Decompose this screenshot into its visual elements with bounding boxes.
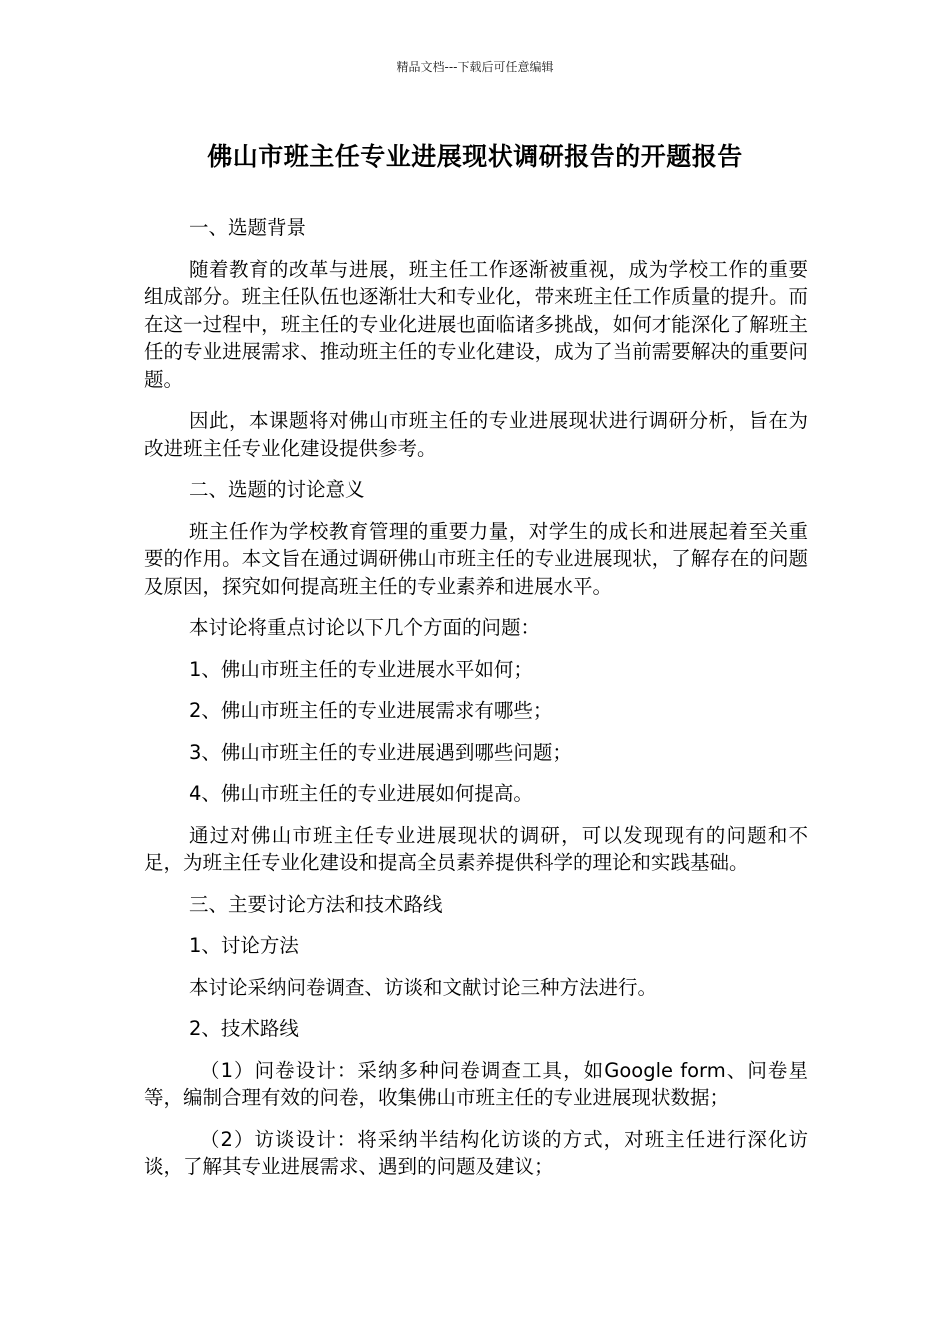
paragraph-purpose: 因此，本课题将对佛山市班主任的专业进展现状进行调研分析，旨在为改进班主任专业化建设提供参考。 bbox=[144, 409, 808, 460]
paragraph-significance: 班主任作为学校教育管理的重要力量，对学生的成长和进展起着至关重要的作用。本文旨在通过调研佛山市班主任的专业进展现状，了解存在的问题及原因，探究如何提高班主任的专业素养和进展水平。 bbox=[144, 519, 808, 598]
subheading-technical-route: 2、技术路线 bbox=[189, 1017, 299, 1040]
header-note: 精品文档---下载后可任意编辑 bbox=[396, 60, 554, 74]
document-body bbox=[144, 214, 808, 1195]
document-title: 佛山市班主任专业进展现状调研报告的开题报告 bbox=[207, 142, 743, 171]
section-heading-methods: 三、主要讨论方法和技术路线 bbox=[189, 892, 443, 916]
paragraph-questionnaire-design: （1）问卷设计：采纳多种问卷调查工具，如Google form、问卷星等，编制合理有效的问卷，收集佛山市班主任的专业进展现状数据； bbox=[144, 1058, 808, 1109]
paragraph-conclusion: 通过对佛山市班主任专业进展现状的调研，可以发现现有的问题和不足，为班主任专业化建设和提高全员素养提供科学的理论和实践基础。 bbox=[144, 823, 808, 874]
paragraph-focus-intro: 本讨论将重点讨论以下几个方面的问题： bbox=[189, 616, 541, 639]
subheading-methods: 1、讨论方法 bbox=[189, 934, 299, 957]
section-heading-background: 一、选题背景 bbox=[189, 216, 307, 239]
paragraph-interview-design: （2）访谈设计：将采纳半结构化访谈的方式，对班主任进行深化访谈，了解其专业进展需求、遇到的问题及建议； bbox=[144, 1127, 808, 1178]
list-item: 2、佛山市班主任的专业进展需求有哪些； bbox=[189, 699, 553, 722]
paragraph-methods: 本讨论采纳问卷调查、访谈和文献讨论三种方法进行。 bbox=[189, 975, 658, 999]
list-item: 1、佛山市班主任的专业进展水平如何； bbox=[189, 657, 533, 681]
paragraph-background: 随着教育的改革与进展，班主任工作逐渐被重视，成为学校工作的重要组成部分。班主任队伍也逐渐壮大和专业化，带来班主任工作质量的提升。而在这一过程中，班主任的专业化进展也面临诸多挑战，如何才能深化了解班主任的专业进展需求、推动班主任的专业化建设，成为了当前需要解决的重要问题。 bbox=[144, 257, 808, 391]
list-item: 4、佛山市班主任的专业进展如何提高。 bbox=[189, 782, 533, 805]
section-heading-significance: 二、选题的讨论意义 bbox=[189, 478, 365, 501]
list-item: 3、佛山市班主任的专业进展遇到哪些问题； bbox=[189, 740, 572, 764]
